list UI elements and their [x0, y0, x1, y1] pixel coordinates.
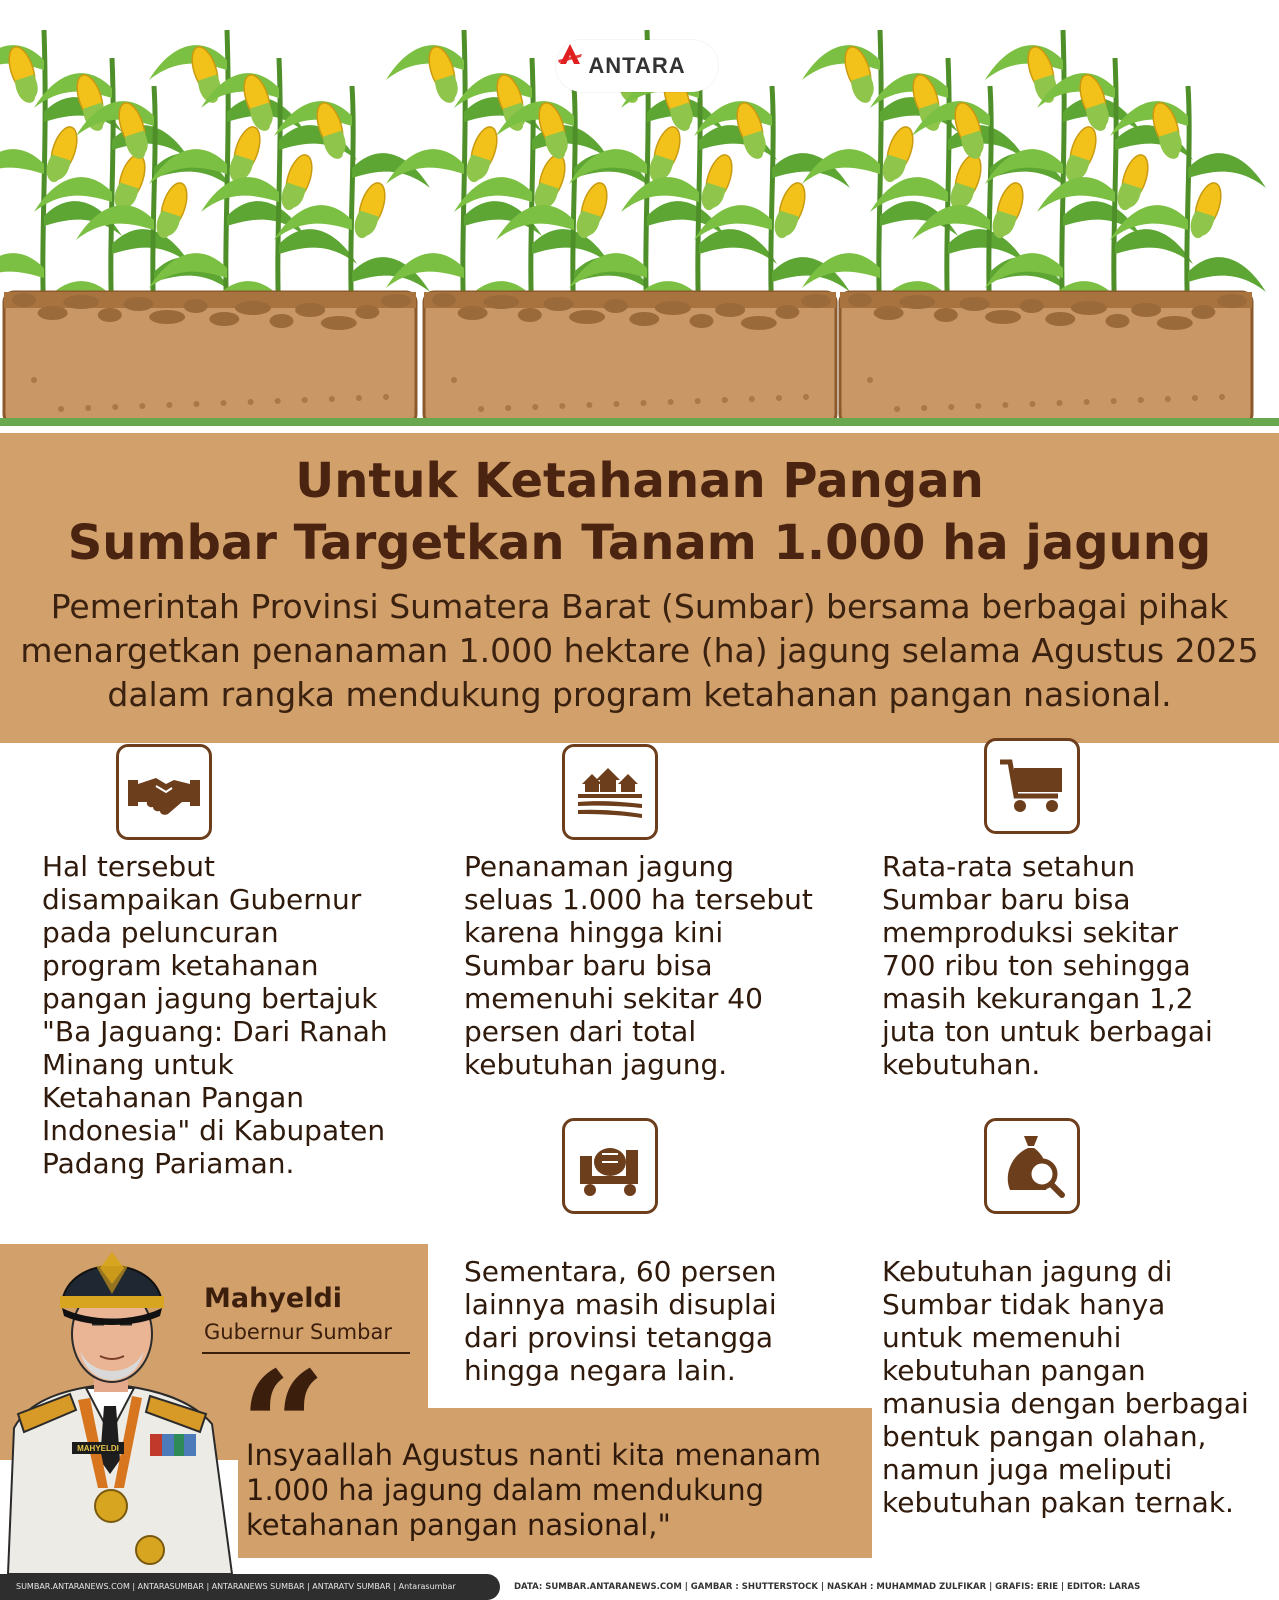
- corn-field-illustration: [0, 0, 1279, 440]
- quote-mark-icon: “: [240, 1339, 327, 1515]
- antara-logo: [556, 40, 718, 92]
- nameplate-text: MAHYELDI: [77, 1444, 119, 1453]
- footer: [0, 1574, 1279, 1600]
- farmland-icon: [562, 744, 658, 840]
- antara-logo-text: ANTARA: [588, 53, 686, 78]
- footer-social-links: SUMBAR.ANTARANEWS.COM | ANTARASUMBAR | ANTARANEWS SUMBAR | ANTARATV SUMBAR | Antarasumbar: [0, 1574, 500, 1600]
- footer-credits: DATA: SUMBAR.ANTARANEWS.COM | GAMBAR : SHUTTERSTOCK | NASKAH : MUHAMMAD ZULFIKAR | GRAFIS: ERIE | EDITOR: LARAS: [514, 1582, 1141, 1592]
- governor-quote: Insyaallah Agustus nanti kita menanam 1.000 ha jagung dalam mendukung ketahanan pangan nasional,": [246, 1438, 822, 1542]
- point-text-5: Kebutuhan jagung di Sumbar tidak hanya untuk memenuhi kebutuhan pangan manusia dengan berbagai bentuk pangan olahan, namun juga meliputi kebutuhan pakan ternak.: [882, 1255, 1249, 1519]
- point-text-2: Penanaman jagung seluas 1.000 ha tersebut karena hingga kini Sumbar baru bisa memenuhi sekitar 40 persen dari total kebutuhan jagung.: [464, 850, 813, 1081]
- governor-name: Mahyeldi: [204, 1283, 343, 1314]
- point-text-3: Rata-rata setahun Sumbar baru bisa memproduksi sekitar 700 ribu ton sehingga masih kekurangan 1,2 juta ton untuk berbagai kebutuhan.: [882, 850, 1213, 1081]
- shopping-cart-icon: [984, 738, 1080, 834]
- point-text-1: Hal tersebut disampaikan Gubernur pada peluncuran program ketahanan pangan jagung bertajuk "Ba Jaguang: Dari Ranah Minang untuk Ketahanan Pangan Indonesia" di Kabupaten Padang Pariaman.: [42, 850, 388, 1180]
- handshake-icon: [116, 744, 212, 840]
- antara-logo-icon: [556, 40, 584, 68]
- sack-search-icon: [984, 1118, 1080, 1214]
- headline-title-line1: Untuk Ketahanan Pangan: [295, 453, 984, 509]
- governor-title: Gubernur Sumbar: [204, 1320, 392, 1344]
- point-text-4: Sementara, 60 persen lainnya masih disuplai dari provinsi tetangga hingga negara lain.: [464, 1255, 777, 1387]
- headline-title-line2: Sumbar Targetkan Tanam 1.000 ha jagung: [67, 515, 1212, 571]
- lead-paragraph: Pemerintah Provinsi Sumatera Barat (Sumbar) bersama berbagai pihak menargetkan penanaman 1.000 hektare (ha) jagung selama Agustus 2025 dalam rangka mendukung program ketahanan pangan nasional.: [20, 587, 1259, 714]
- harvester-icon: [562, 1118, 658, 1214]
